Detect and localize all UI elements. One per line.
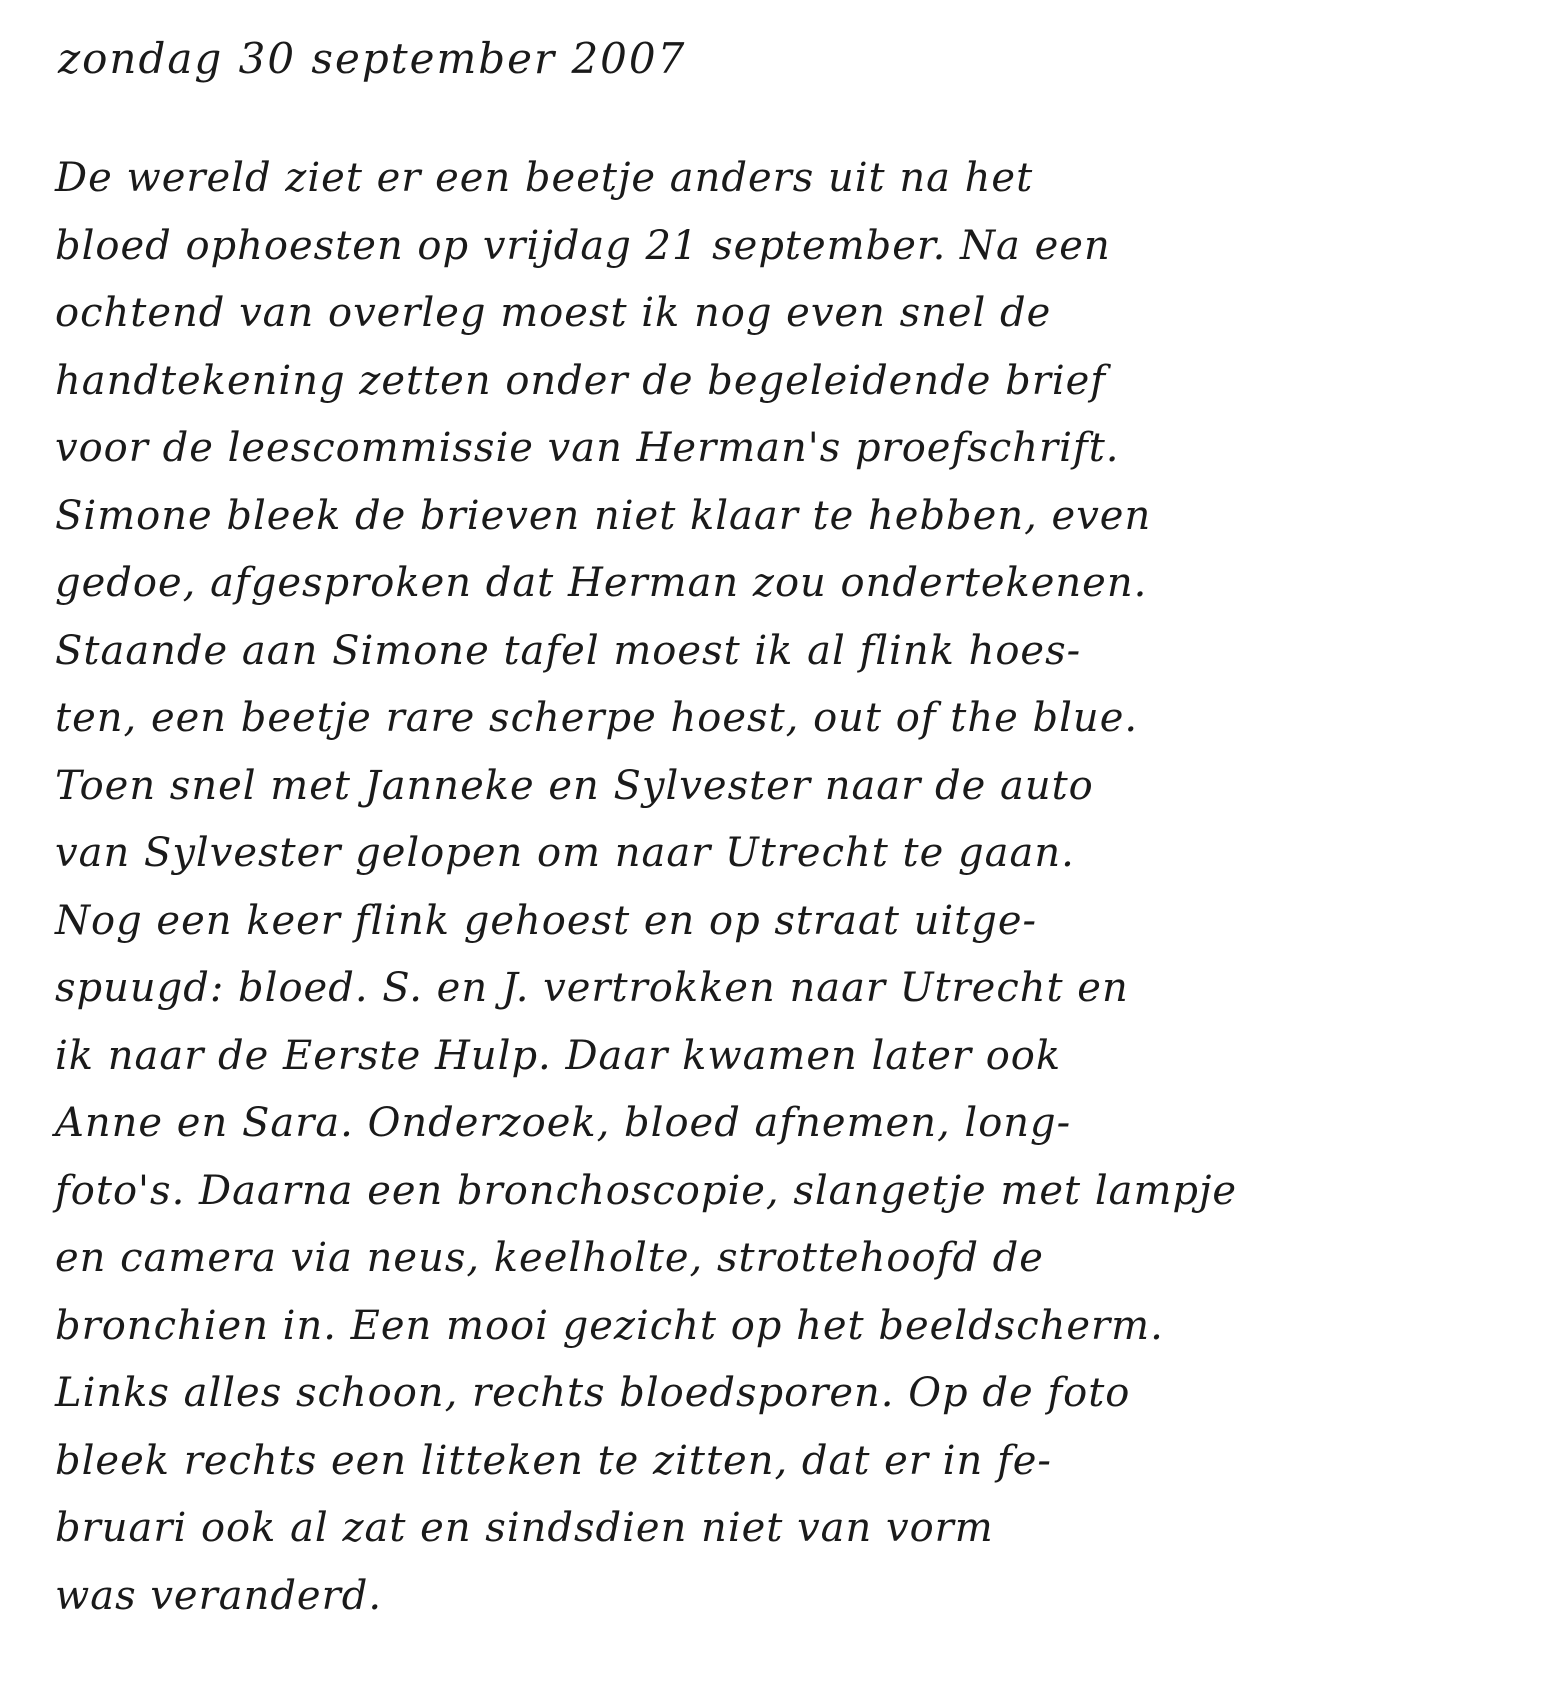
note-line: bleek rechts een litteken te zitten, dat er in fe-	[55, 1438, 1052, 1484]
note-line: ochtend van overleg moest ik nog even snel de	[55, 290, 1052, 336]
note-line: bloed ophoesten op vrijdag 21 september. Na een	[55, 223, 1111, 269]
note-line: foto's. Daarna een bronchoscopie, slangetje met lampje	[55, 1168, 1238, 1214]
note-line: bruari ook al zat en sindsdien niet van vorm	[55, 1505, 994, 1551]
note-line: voor de leescommissie van Herman's proefschrift.	[55, 425, 1120, 471]
note-line: ten, een beetje rare scherpe hoest, out of the blue.	[55, 695, 1139, 741]
note-date: zondag 30 september 2007	[58, 34, 687, 83]
note-line: De wereld ziet er een beetje anders uit na het	[55, 155, 1034, 201]
note-line: van Sylvester gelopen om naar Utrecht te gaan.	[55, 830, 1075, 876]
note-line: spuugd: bloed. S. en J. vertrokken naar Utrecht en	[55, 965, 1129, 1011]
note-line: bronchien in. Een mooi gezicht op het beeldscherm.	[55, 1303, 1164, 1349]
note-line: was veranderd.	[55, 1573, 383, 1619]
note-line: en camera via neus, keelholte, strottehoofd de	[55, 1235, 1044, 1281]
note-line: Simone bleek de brieven niet klaar te hebben, even	[55, 493, 1152, 539]
note-line: Toen snel met Janneke en Sylvester naar de auto	[55, 763, 1094, 809]
note-line: Nog een keer flink gehoest en op straat uitge-	[55, 898, 1038, 944]
note-line: ik naar de Eerste Hulp. Daar kwamen later ook	[55, 1033, 1062, 1079]
note-line: gedoe, afgesproken dat Herman zou ondertekenen.	[55, 560, 1148, 606]
note-line: handtekening zetten onder de begeleidende brief	[55, 358, 1107, 404]
note-line: Anne en Sara. Onderzoek, bloed afnemen, long-	[55, 1100, 1072, 1146]
note-line: Links alles schoon, rechts bloedsporen. Op de foto	[55, 1370, 1131, 1416]
note-line: Staande aan Simone tafel moest ik al flink hoes-	[55, 628, 1082, 674]
